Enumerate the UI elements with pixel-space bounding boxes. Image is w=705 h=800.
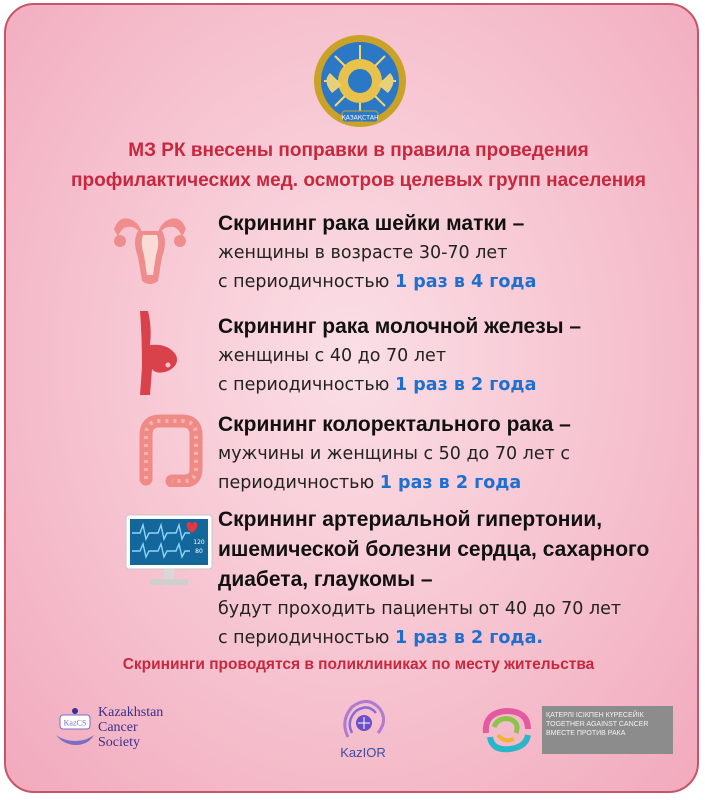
item-line: мужчины и женщины с 50 до 70 лет с — [218, 444, 570, 464]
item-title: Скрининг рака шейки матки – — [218, 212, 525, 235]
item-title-3: диабета, глаукомы – — [218, 568, 433, 591]
kazcs-logo — [54, 701, 234, 757]
colon-icon — [134, 413, 206, 487]
screening-item-colorectal — [218, 410, 571, 498]
item-frequency-line — [218, 469, 571, 498]
item-frequency-line — [218, 268, 536, 297]
screening-item-cervical — [218, 209, 536, 297]
frequency-prefix: с периодичностью — [218, 375, 395, 395]
headline-line-1: МЗ РК внесены поправки в правила проведения — [128, 140, 589, 161]
footer-note: Скрининги проводятся в поликлиниках по месту жительства — [122, 656, 595, 673]
uterus-icon — [110, 211, 190, 289]
item-title-1: Скрининг артериальной гипертонии, — [218, 508, 603, 531]
headline — [26, 136, 691, 196]
together-against-cancer-logo — [476, 705, 684, 755]
emblem-text: ҚАЗАҚСТАН — [341, 114, 379, 122]
headline-line-2: профилактических мед. осмотров целевых групп населения — [71, 170, 646, 191]
monitor-bottom-value: 80 — [195, 548, 203, 555]
screening-item-cardiovascular — [218, 505, 649, 653]
frequency-value: 1 раз в 2 года — [379, 473, 522, 493]
heart-monitor-icon — [124, 513, 214, 589]
poster-card — [4, 3, 699, 793]
item-line: женщины в возрасте 30-70 лет — [218, 243, 508, 263]
together-against-cancer-text — [542, 706, 673, 754]
kazakhstan-emblem-icon — [312, 33, 408, 129]
frequency-prefix: с периодичностью — [218, 272, 395, 292]
item-title: Скрининг рака молочной железы – — [218, 315, 582, 338]
frequency-prefix: с периодичностью — [218, 628, 395, 648]
kazior-name: KazIOR — [340, 745, 386, 760]
swirl-icon — [476, 705, 536, 755]
kazcs-badge: KazCS — [63, 718, 87, 728]
item-title-2: ишемической болезни сердца, сахарного — [218, 538, 650, 561]
kazior-logo — [320, 697, 406, 767]
kazior-ribbon-icon — [338, 697, 388, 745]
item-frequency-line — [218, 624, 649, 653]
frequency-prefix: периодичностью — [218, 473, 380, 493]
kazcs-hands-icon — [54, 705, 96, 749]
screening-item-breast — [218, 312, 581, 400]
frequency-value: 1 раз в 4 года — [394, 272, 537, 292]
frequency-value: 1 раз в 2 года. — [394, 628, 544, 648]
tac-line-3: ВМЕСТЕ ПРОТИВ РАКА — [546, 730, 626, 737]
item-line: женщины с 40 до 70 лет — [218, 346, 447, 366]
item-frequency-line — [218, 371, 581, 400]
item-line: будут проходить пациенты от 40 до 70 лет — [218, 599, 622, 619]
item-title: Скрининг колоректального рака – — [218, 413, 571, 436]
kazcs-line-3: Society — [98, 735, 140, 750]
tac-line-2: TOGETHER AGAINST CANCER — [546, 721, 649, 728]
kazcs-line-1: Kazakhstan — [98, 705, 164, 720]
breast-icon — [128, 307, 194, 399]
frequency-value: 1 раз в 2 года — [394, 375, 537, 395]
monitor-top-value: 120 — [193, 539, 205, 546]
kazcs-line-2: Cancer — [98, 720, 138, 735]
tac-line-1: ҚАТЕРЛІ ІСІКПЕН КҮРЕСЕЙІК — [546, 712, 644, 719]
kazcs-name — [98, 705, 163, 750]
